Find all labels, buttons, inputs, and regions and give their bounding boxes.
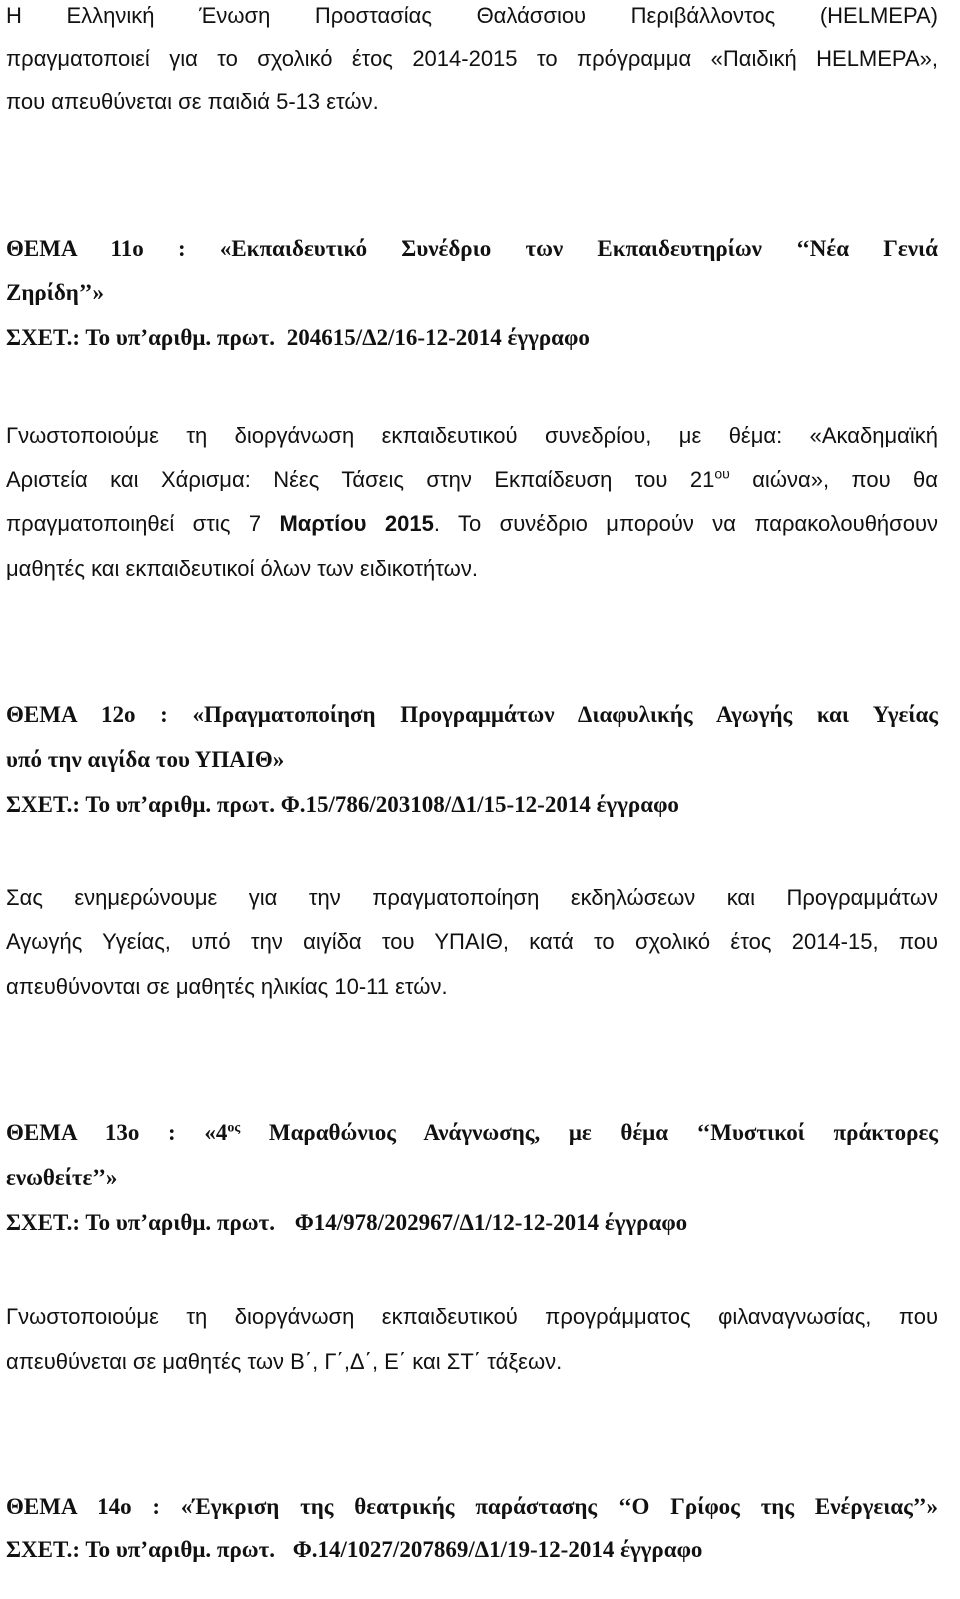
theme11-body-line-3 bbox=[6, 502, 938, 546]
theme11-body-line-2-sup: ου bbox=[714, 465, 730, 482]
theme12-body-line-2: Αγωγής Υγείας, υπό την αιγίδα του ΥΠΑΙΘ, κατά το σχολικό έτος 2014-15, που bbox=[6, 929, 938, 954]
theme12-body-line-3: απευθύνονται σε μαθητές ηλικίας 10-11 ετών. bbox=[6, 974, 448, 999]
theme11-body-line-3-a: πραγματοποιηθεί στις 7 bbox=[6, 511, 280, 536]
intro-line-2: πραγματοποιεί για το σχολικό έτος 2014-2015 το πρόγραμμα «Παιδική HELMEPA», bbox=[6, 46, 938, 71]
theme13-title-line-1-b: Μαραθώνιος Ανάγνωσης, με θέμα ‘‘Μυστικοί πράκτορες bbox=[240, 1120, 938, 1145]
theme14-reference bbox=[6, 1528, 938, 1572]
theme13-title-line-1-a: ΘΕΜΑ 13ο : «4 bbox=[6, 1120, 228, 1145]
theme13-ref-value: Φ14/978/202967/Δ1/12-12-2014 έγγραφο bbox=[294, 1210, 688, 1235]
theme14-title-line-1: ΘΕΜΑ 14ο : «Έγκριση της θεατρικής παράστασης ‘‘Ο Γρίφος της Ενέργειας’’» bbox=[6, 1494, 938, 1519]
intro-line-3: που απευθύνεται σε παιδιά 5-13 ετών. bbox=[6, 89, 379, 114]
theme14-ref-value: Φ.14/1027/207869/Δ1/19-12-2014 έγγραφο bbox=[292, 1537, 703, 1562]
theme13-title-line-1 bbox=[6, 1111, 938, 1155]
theme11-body-line-2-a: Αριστεία και Χάρισμα: Νέες Τάσεις στην Εκπαίδευση του 21 bbox=[6, 467, 715, 492]
theme14-ref-prefix: ΣΧΕΤ.: Το υπ’αριθμ. πρωτ. bbox=[6, 1537, 275, 1562]
theme13-title-line-1-sup: ος bbox=[227, 1120, 241, 1136]
theme12-title-line-1: ΘΕΜΑ 12ο : «Πραγματοποίηση Προγραμμάτων Διαφυλικής Αγωγής και Υγείας bbox=[6, 702, 938, 727]
theme11-body-line-2-b: αιώνα», που θα bbox=[729, 467, 938, 492]
theme11-ref-value: 204615/Δ2/16-12-2014 έγγραφο bbox=[286, 325, 590, 350]
theme11-body-line-4: μαθητές και εκπαιδευτικοί όλων των ειδικοτήτων. bbox=[6, 556, 478, 581]
theme13-title-line-2: ενωθείτε’’» bbox=[6, 1165, 118, 1190]
theme11-body-line-3-date: Μαρτίου 2015 bbox=[279, 511, 434, 536]
theme11-body-line-3-b: . Το συνέδριο μπορούν να παρακολουθήσουν bbox=[433, 511, 939, 536]
theme12-body-line-1: Σας ενημερώνουμε για την πραγματοποίηση εκδηλώσεων και Προγραμμάτων bbox=[6, 885, 938, 910]
theme13-ref-prefix: ΣΧΕΤ.: Το υπ’αριθμ. πρωτ. bbox=[6, 1210, 275, 1235]
theme13-body-line-2: απευθύνεται σε μαθητές των Β΄, Γ΄,Δ΄, Ε΄ και ΣΤ΄ τάξεων. bbox=[6, 1349, 563, 1374]
theme11-ref-prefix: ΣΧΕΤ.: Το υπ’αριθμ. πρωτ. bbox=[6, 325, 275, 350]
theme11-title-line-1: ΘΕΜΑ 11ο : «Εκπαιδευτικό Συνέδριο των Εκπαιδευτηρίων ‘‘Νέα Γενιά bbox=[6, 236, 938, 261]
theme11-reference bbox=[6, 316, 938, 360]
theme13-body-line-1: Γνωστοποιούμε τη διοργάνωση εκπαιδευτικού προγράμματος φιλαναγνωσίας, που bbox=[6, 1304, 938, 1329]
theme12-title-line-2: υπό την αιγίδα του ΥΠΑΙΘ» bbox=[6, 747, 285, 772]
theme11-body-line-1: Γνωστοποιούμε τη διοργάνωση εκπαιδευτικού συνεδρίου, με θέμα: «Ακαδημαϊκή bbox=[6, 423, 938, 448]
theme12-reference: ΣΧΕΤ.: Το υπ’αριθμ. πρωτ. Φ.15/786/203108/Δ1/15-12-2014 έγγραφο bbox=[6, 792, 679, 817]
intro-line-1: Η Ελληνική Ένωση Προστασίας Θαλάσσιου Περιβάλλοντος (HELMEPA) bbox=[6, 3, 938, 28]
theme13-reference bbox=[6, 1201, 938, 1245]
theme11-title-line-2: Ζηρίδη’’» bbox=[6, 280, 104, 305]
theme11-body-line-2 bbox=[6, 458, 938, 502]
